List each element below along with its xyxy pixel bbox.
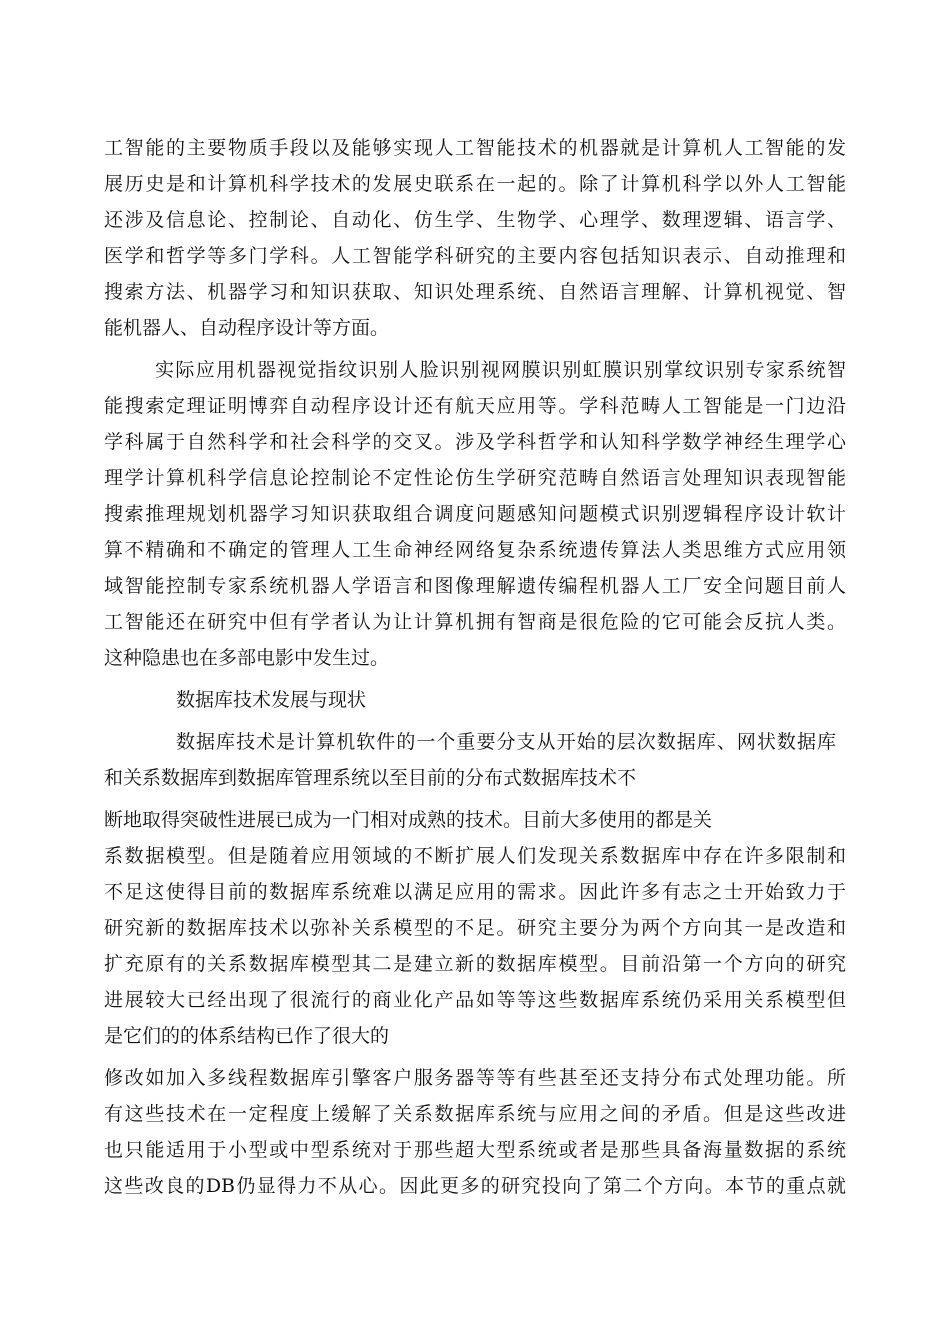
- text-line: 不足这使得目前的数据库系统难以满足应用的需求。因此许多有志之士开始致力于: [104, 881, 846, 903]
- text-line: 这些改良的DB仍显得力不从心。因此更多的研究投向了第二个方向。本节的重点就: [104, 1175, 846, 1197]
- text-line: 研究新的数据库技术以弥补关系模型的不足。研究主要分为两个方向其一是改造和: [104, 917, 846, 939]
- paragraph-first-line: 数据库技术是计算机软件的一个重要分支从开始的层次数据库、网状数据库: [176, 731, 836, 753]
- section-heading: 数据库技术发展与现状: [176, 689, 367, 711]
- text-line: 这种隐患也在多部电影中发生过。: [104, 647, 390, 669]
- text-line: 搜索方法、机器学习和知识获取、知识处理系统、自然语言理解、计算机视觉、智: [104, 281, 846, 303]
- text-line: 工智能的主要物质手段以及能够实现人工智能技术的机器就是计算机人工智能的发: [104, 137, 846, 159]
- text-line: 断地取得突破性进展已成为一门相对成熟的技术。目前大多使用的都是关: [104, 809, 713, 831]
- text-line: 理学计算机科学信息论控制论不定性论仿生学研究范畴自然语言处理知识表现智能: [104, 467, 846, 489]
- text-line: 能机器人、自动程序设计等方面。: [104, 317, 390, 339]
- text-line: 算不精确和不确定的管理人工生命神经网络复杂系统遗传算法人类思维方式应用领: [104, 539, 846, 561]
- text-line: 域智能控制专家系统机器人学语言和图像理解遗传编程机器人工厂安全问题目前人: [104, 575, 846, 597]
- text-line: 也只能适用于小型或中型系统对于那些超大型系统或者是那些具备海量数据的系统: [104, 1139, 846, 1161]
- text-line: 系数据模型。但是随着应用领域的不断扩展人们发现关系数据库中存在许多限制和: [104, 845, 846, 867]
- text-line: 修改如加入多线程数据库引擎客户服务器等等有些甚至还支持分布式处理功能。所: [104, 1067, 846, 1089]
- text-line: 有这些技术在一定程度上缓解了关系数据库系统与应用之间的矛盾。但是这些改进: [104, 1103, 846, 1125]
- text-line: 和关系数据库到数据库管理系统以至目前的分布式数据库技术不: [104, 767, 637, 789]
- paragraph-first-line: 实际应用机器视觉指纹识别人脸识别视网膜识别虹膜识别掌纹识别专家系统智: [155, 359, 846, 381]
- text-line: 学科属于自然科学和社会科学的交叉。涉及学科哲学和认知科学数学神经生理学心: [104, 431, 846, 453]
- text-line: 搜索推理规划机器学习知识获取组合调度问题感知问题模式识别逻辑程序设计软计: [104, 503, 846, 525]
- text-line: 进展较大已经出现了很流行的商业化产品如等等这些数据库系统仍采用关系模型但: [104, 989, 846, 1011]
- text-line: 展历史是和计算机科学技术的发展史联系在一起的。除了计算机科学以外人工智能: [104, 173, 846, 195]
- text-line: 扩充原有的关系数据库模型其二是建立新的数据库模型。目前沿第一个方向的研究: [104, 953, 846, 975]
- text-line: 能搜索定理证明博弈自动程序设计还有航天应用等。学科范畴人工智能是一门边沿: [104, 395, 846, 417]
- text-line: 医学和哲学等多门学科。人工智能学科研究的主要内容包括知识表示、自动推理和: [104, 245, 846, 267]
- text-line: 还涉及信息论、控制论、自动化、仿生学、生物学、心理学、数理逻辑、语言学、: [104, 209, 846, 231]
- text-line: 是它们的的体系结构已作了很大的: [104, 1025, 390, 1047]
- text-line: 工智能还在研究中但有学者认为让计算机拥有智商是很危险的它可能会反抗人类。: [104, 611, 846, 633]
